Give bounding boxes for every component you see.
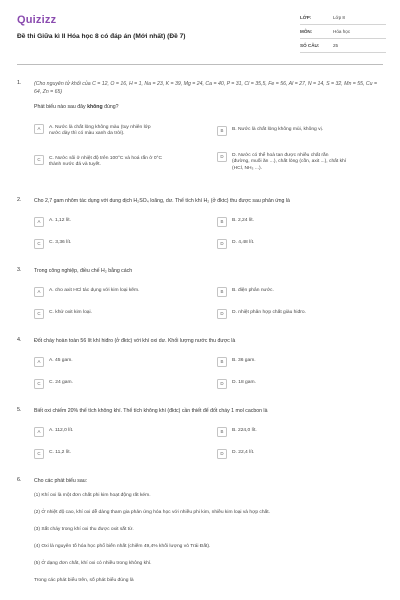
option-letter-badge: A: [34, 287, 44, 297]
header-divider: [17, 64, 383, 65]
option-text: C. 24 gam.: [49, 379, 73, 385]
meta-value: Hóa học: [333, 29, 351, 34]
answer-option-a[interactable]: [34, 287, 139, 297]
option-text: C. 11,2 lít.: [49, 449, 71, 455]
meta-value: 25: [333, 43, 339, 48]
question-number: 1.: [17, 80, 22, 86]
question-prompt: Phát biểu nào sau đây không đúng?: [34, 104, 119, 110]
option-text: C. 3,36 lít.: [49, 239, 72, 245]
question-number: 6.: [17, 477, 22, 483]
question-text: Cho các phát biểu sau:: [34, 478, 88, 484]
option-text: A. 112,0 lít.: [49, 427, 74, 433]
option-text: D. 22,4 lít.: [232, 449, 255, 455]
meta-label: LỚP:: [300, 15, 312, 20]
option-text: A. 45 gam.: [49, 357, 73, 363]
option-letter-badge: C: [34, 379, 44, 389]
answer-option-a[interactable]: [34, 357, 73, 367]
question-closing-prompt: Trong các phát biểu trên, số phát biểu đúng là: [34, 578, 134, 583]
option-text: B. 36 gam.: [232, 357, 256, 363]
answer-option-b[interactable]: [217, 217, 254, 227]
option-letter-badge: A: [34, 427, 44, 437]
option-letter-badge: B: [217, 287, 227, 297]
option-text: A. 1,12 lít.: [49, 217, 72, 223]
answer-option-b[interactable]: [217, 126, 323, 136]
answer-option-a[interactable]: [34, 427, 73, 437]
option-letter-badge: C: [34, 309, 44, 319]
option-text: D. 18 gam.: [232, 379, 256, 385]
question-number: 2.: [17, 197, 22, 203]
option-letter-badge: D: [217, 239, 227, 249]
quizizz-logo: Quizizz: [17, 14, 57, 26]
option-text: D. 4,48 lít.: [232, 239, 255, 245]
option-letter-badge: B: [217, 217, 227, 227]
answer-option-d[interactable]: [217, 239, 254, 249]
statement-2: (2) Ở nhiệt độ cao, khí oxi dễ dàng tham gia phản ứng hóa học với nhiều phi kim, nhiều kim loại và hợp chất.: [34, 510, 270, 515]
statement-3: (3) Sắt cháy trong khí oxi thu được oxit sắt từ.: [34, 527, 134, 532]
question-text: Biết oxi chiếm 20% thể tích không khí. Thể tích không khí (đktc) cần thiết để đốt cháy 1 mol cacbon là: [34, 408, 268, 414]
meta-label: MÔN:: [300, 29, 313, 34]
answer-option-d[interactable]: [217, 379, 256, 389]
answer-option-c[interactable]: [34, 379, 73, 389]
option-letter-badge: A: [34, 124, 44, 134]
option-letter-badge: C: [34, 449, 44, 459]
option-text: A. cho axit HCl tác dụng với kim loại kẽm.: [49, 287, 140, 293]
option-text: D. nhiệt phân hợp chất giàu hiđro.: [232, 309, 306, 315]
option-text: D. Nước có thể hoà tan được nhiều chất rắn (đường, muối ăn ...), chất lỏng (cồn, axit ...), chất khí (HCl, NH₃ ...).: [232, 152, 347, 171]
option-letter-badge: D: [217, 449, 227, 459]
option-letter-badge: D: [217, 309, 227, 319]
meta-row-class: [300, 11, 386, 25]
statement-5: (5) Ở dạng đơn chất, khí oxi có nhiều trong không khí.: [34, 561, 152, 566]
meta-value: Lớp 8: [333, 15, 345, 20]
statement-1: (1) Khí oxi là một đơn chất phi kim hoạt động rất kém.: [34, 493, 151, 498]
answer-option-d[interactable]: [217, 309, 306, 319]
option-letter-badge: D: [217, 379, 227, 389]
question-given-data: (Cho nguyên tử khối của C = 12, O = 16, H = 1, Na = 23, K = 39, Mg = 24, Ca = 40, P = 31, Cl = 35,5, Fe = 56, Al = 27, N = 14, S = 32, Mn = 55, Cu = 64, Zn = 65): [34, 81, 378, 95]
meta-label: SỐ CÂU:: [300, 43, 320, 48]
answer-option-c[interactable]: [34, 449, 71, 459]
question-number: 4.: [17, 337, 22, 343]
statement-4: (4) Oxi là nguyên tố hóa học phổ biến nhất (chiếm 49,4% khối lượng vỏ Trái Đất).: [34, 544, 211, 549]
option-text: B. 224,0 lít.: [232, 427, 257, 433]
question-text: Cho 2,7 gam nhôm tác dụng với dung dịch H₂SO₄ loãng, dư. Thể tích khí H₂ (ở đktc) thu được sau phản ứng là: [34, 198, 290, 204]
option-text: C. khử oxit kim loại.: [49, 309, 92, 315]
option-text: A. Nước là chất lỏng không màu (tuy nhiên lớp nước dày thì có màu xanh da trời).: [49, 124, 151, 137]
question-text: Đốt cháy hoàn toàn 56 lít khí hiđro (ở đktc) với khí oxi dư. Khối lượng nước thu được là: [34, 338, 236, 344]
option-letter-badge: A: [34, 357, 44, 367]
answer-option-d[interactable]: [217, 449, 254, 459]
answer-option-b[interactable]: [217, 427, 257, 437]
option-letter-badge: A: [34, 217, 44, 227]
option-text: B. điện phân nước.: [232, 287, 274, 293]
answer-option-b[interactable]: [217, 287, 274, 297]
worksheet-meta: [300, 11, 386, 53]
question-number: 5.: [17, 407, 22, 413]
meta-row-question-count: [300, 39, 386, 53]
option-letter-badge: C: [34, 155, 44, 165]
meta-row-subject: [300, 25, 386, 39]
answer-option-c[interactable]: [34, 239, 71, 249]
option-letter-badge: B: [217, 126, 227, 136]
answer-option-a[interactable]: [34, 217, 71, 227]
answer-option-d[interactable]: [217, 152, 346, 172]
question-text: Trong công nghiệp, điều chế H₂ bằng cách: [34, 268, 133, 274]
page-title: Đề thi Giữa kì II Hóa học 8 có đáp án (Mới nhất) (Đề 7): [17, 33, 186, 40]
option-letter-badge: D: [217, 152, 227, 162]
option-letter-badge: C: [34, 239, 44, 249]
answer-option-c[interactable]: [34, 309, 92, 319]
option-text: B. Nước là chất lỏng không mùi, không vị.: [232, 126, 324, 132]
answer-option-a[interactable]: [34, 124, 151, 138]
answer-option-b[interactable]: [217, 357, 256, 367]
option-letter-badge: B: [217, 357, 227, 367]
option-text: C. Nước sôi ở nhiệt độ trên 100°C và hoá rắn ở 0°C thành nước đá và tuyết.: [49, 155, 163, 168]
option-letter-badge: B: [217, 427, 227, 437]
question-number: 3.: [17, 267, 22, 273]
answer-option-c[interactable]: [34, 155, 162, 169]
option-text: B. 2,24 lít.: [232, 217, 255, 223]
